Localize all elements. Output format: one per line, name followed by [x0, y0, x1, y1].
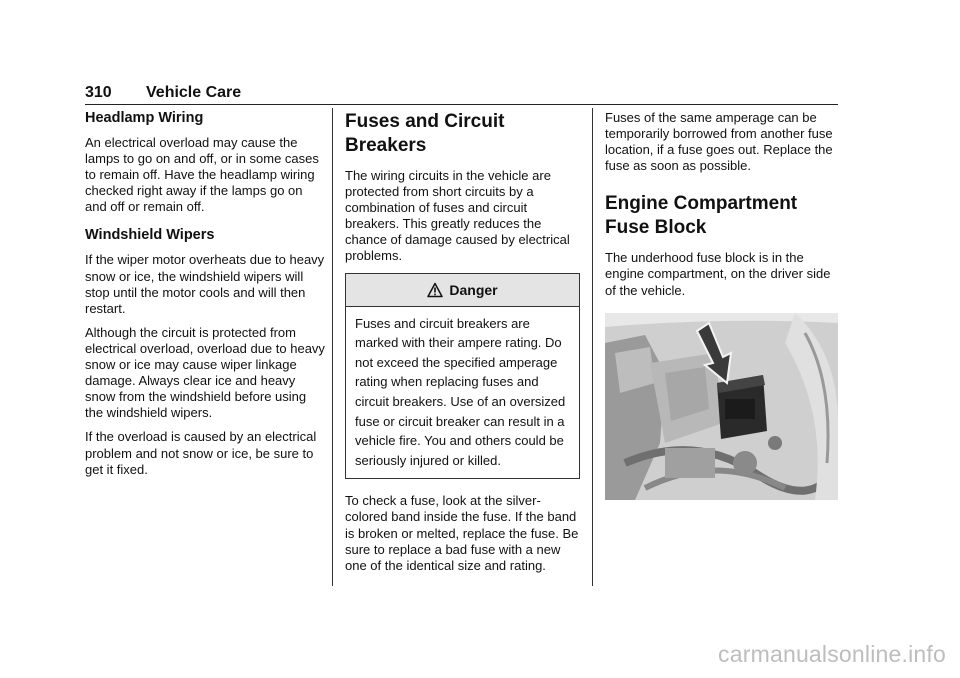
column-middle: [345, 110, 580, 582]
paragraph: To check a fuse, look at the silver-colored band inside the fuse. If the band is broken or melted, replace the fuse. Be sure to replace a bad fuse with a new one of the identical size and rating.: [345, 493, 579, 573]
paragraph: If the wiper motor overheats due to heavy snow or ice, the windshield wipers will stop until the motor cools and will then restart.: [85, 252, 325, 316]
heading-line: Fuses and Circuit: [345, 111, 505, 132]
paragraph: If the overload is caused by an electrical problem and not snow or ice, be sure to get it fixed.: [85, 429, 317, 477]
column-divider: [592, 108, 593, 586]
warning-icon: [427, 282, 443, 298]
heading-line: Fuse Block: [605, 217, 707, 239]
heading-headlamp-wiring: Headlamp Wiring: [85, 110, 204, 126]
heading-engine-compartment-fuse-block: [605, 192, 840, 240]
heading-line: Engine Compartment: [605, 193, 798, 215]
column-right: [605, 110, 840, 500]
heading-fuses-and-circuit-breakers: [345, 110, 580, 158]
heading-windshield-wipers: Windshield Wipers: [85, 227, 215, 244]
heading-line: Breakers: [345, 135, 427, 156]
paragraph: An electrical overload may cause the lamps to go on and off, or in some cases to remain off. Have the headlamp wiring checked right away if the lamps go on and off or remain off.: [85, 135, 319, 215]
watermark: carmanualsonline.info: [718, 641, 946, 667]
section-title: Vehicle Care: [146, 84, 242, 101]
danger-callout: [345, 273, 580, 480]
page-number: 310: [85, 84, 112, 101]
paragraph: The underhood fuse block is in the engine compartment, on the driver side of the vehicle.: [605, 250, 831, 298]
paragraph: The wiring circuits in the vehicle are protected from short circuits by a combination of fuses and circuit breakers. This greatly reduces the chance of damage caused by electrical problems.: [345, 168, 570, 264]
column-left: [85, 110, 325, 486]
paragraph: Although the circuit is protected from electrical overload, overload due to heavy snow or ice may cause wiper linkage damage. Always clear ice and heavy snow from the windshield before using the windshield wipers.: [85, 324, 325, 421]
danger-label: Danger: [449, 281, 498, 298]
paragraph: Fuses of the same amperage can be temporarily borrowed from another fuse location, if a fuse goes out. Replace the fuse as soon as possible.: [605, 110, 833, 174]
danger-text: Fuses and circuit breakers are marked with their ampere rating. Do not exceed the specified amperage rating when replacing fuses and circuit breakers. Use of an oversized fuse or circuit breaker can result in a vehicle fire. You and others could be seriously injured or killed.: [355, 315, 566, 468]
engine-compartment-photo: [605, 313, 838, 500]
danger-header: [346, 274, 579, 307]
column-divider: [332, 108, 333, 586]
page-header: [85, 84, 838, 105]
fuse-block: [717, 375, 767, 439]
